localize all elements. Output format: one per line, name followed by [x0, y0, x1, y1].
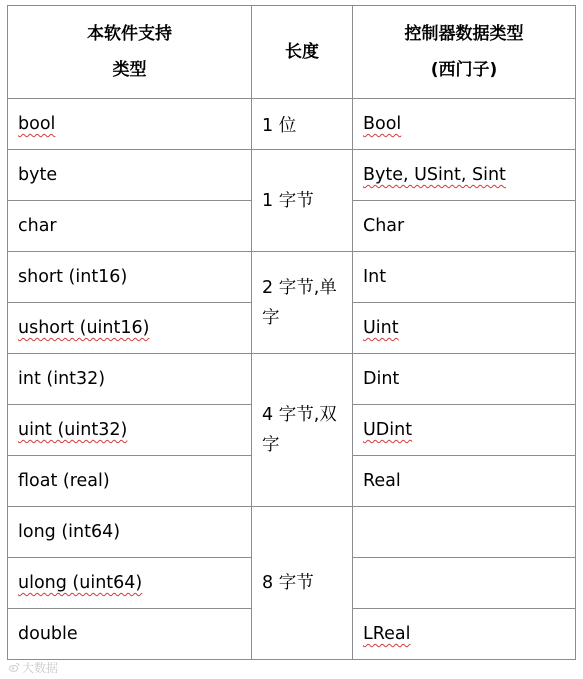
header-plc-type-line1: 控制器数据类型 — [404, 24, 524, 44]
length-cell: 8 字节 — [252, 507, 353, 660]
software-type-text: uint (uint32) — [18, 420, 128, 440]
software-type-text: bool — [18, 114, 56, 134]
software-type-cell — [8, 558, 252, 609]
header-software-type-line1: 本软件支持 — [87, 24, 172, 44]
software-type-cell: float (real) — [8, 456, 252, 507]
table-row — [8, 354, 576, 405]
plc-type-cell — [353, 609, 576, 660]
software-type-text: ulong (uint64) — [18, 573, 143, 593]
software-type-text: ushort (uint16) — [18, 318, 150, 338]
data-type-table — [7, 5, 576, 660]
plc-type-cell — [353, 303, 576, 354]
weibo-icon — [9, 662, 20, 673]
plc-type-text: Bool — [363, 114, 402, 134]
plc-type-cell: Dint — [353, 354, 576, 405]
software-type-cell — [8, 303, 252, 354]
length-cell: 1 字节 — [252, 150, 353, 252]
table-row — [8, 99, 576, 150]
header-length: 长度 — [252, 6, 353, 99]
header-software-type-line2: 类型 — [112, 60, 147, 80]
plc-type-cell — [353, 558, 576, 609]
plc-type-text: LReal — [363, 624, 411, 644]
table-row — [8, 150, 576, 201]
table-header-row — [8, 6, 576, 99]
plc-type-text: UDint — [363, 420, 413, 440]
length-cell: 1 位 — [252, 99, 353, 150]
software-type-cell: byte — [8, 150, 252, 201]
software-type-cell — [8, 405, 252, 456]
watermark-text: 大数据 — [22, 661, 59, 675]
plc-type-cell — [353, 150, 576, 201]
plc-type-text: Uint — [363, 318, 399, 338]
software-type-cell: long (int64) — [8, 507, 252, 558]
table-row — [8, 507, 576, 558]
header-software-type — [8, 6, 252, 99]
plc-type-cell — [353, 99, 576, 150]
plc-type-cell: Int — [353, 252, 576, 303]
software-type-cell: char — [8, 201, 252, 252]
plc-type-cell — [353, 405, 576, 456]
plc-type-text: Byte, USint, Sint — [363, 165, 506, 185]
length-cell: 4 字节,双字 — [252, 354, 353, 507]
length-cell: 2 字节,单字 — [252, 252, 353, 354]
header-plc-type-line2: (西门子) — [430, 60, 498, 80]
plc-type-cell: Real — [353, 456, 576, 507]
plc-type-cell — [353, 507, 576, 558]
plc-type-cell: Char — [353, 201, 576, 252]
watermark — [9, 659, 58, 676]
software-type-cell: short (int16) — [8, 252, 252, 303]
software-type-cell — [8, 99, 252, 150]
table-row — [8, 252, 576, 303]
software-type-cell: int (int32) — [8, 354, 252, 405]
header-plc-type — [353, 6, 576, 99]
software-type-cell: double — [8, 609, 252, 660]
